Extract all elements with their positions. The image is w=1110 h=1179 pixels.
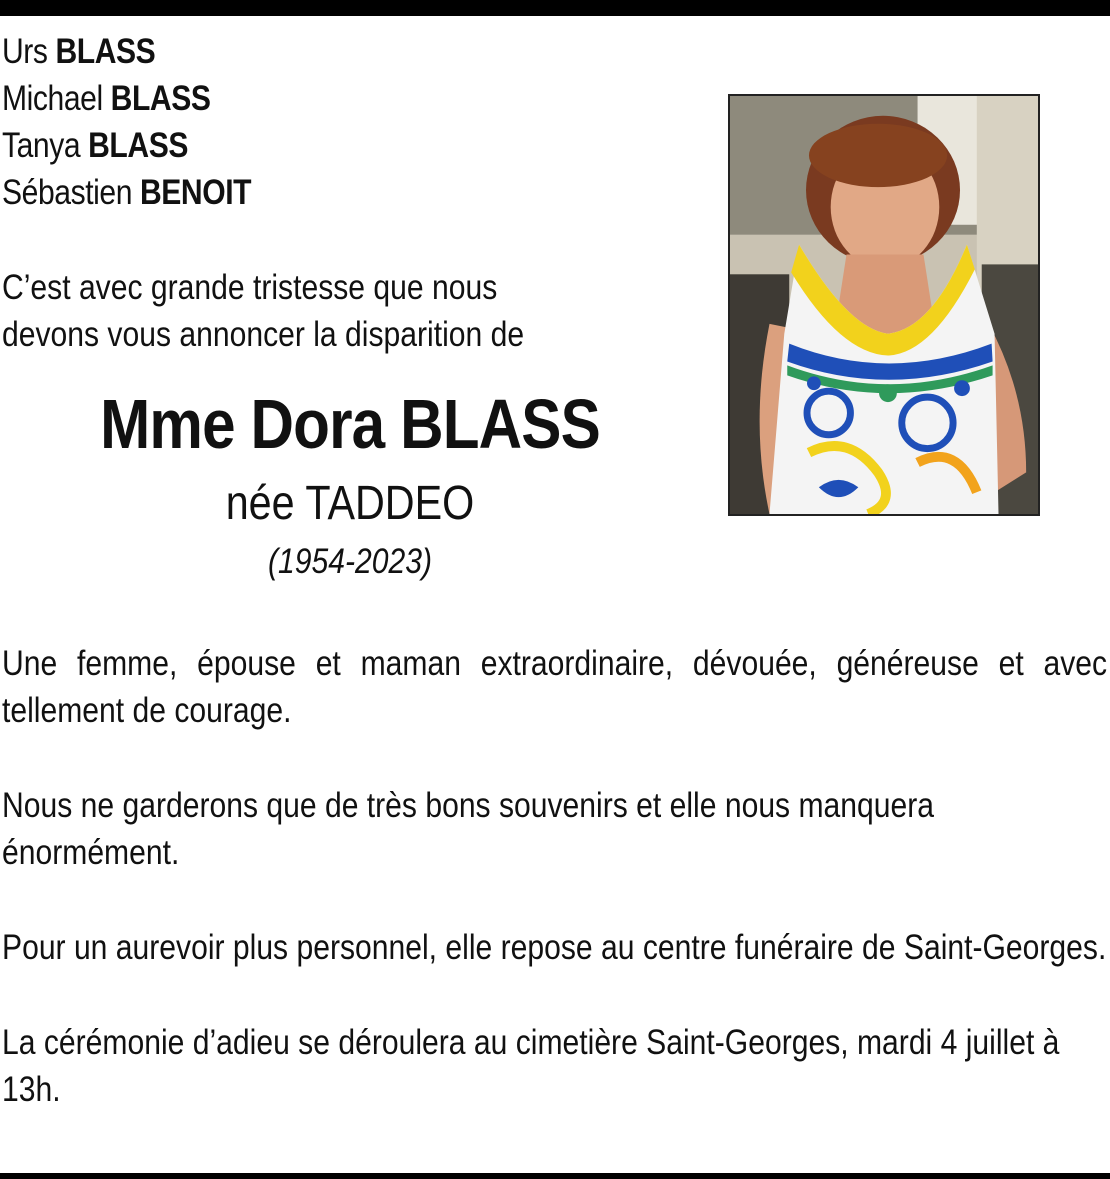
obituary-body: [2, 640, 1107, 1161]
life-years: (1954-2023): [267, 542, 432, 581]
portrait-image: [730, 96, 1038, 514]
last-name: BLASS: [55, 32, 156, 71]
deceased-block: [0, 382, 700, 584]
announcement-intro: [2, 264, 524, 358]
paragraph: Une femme, épouse et maman extraordinaire, dévouée, généreuse et avec tellement de courage.: [2, 644, 1108, 730]
family-list: [2, 28, 251, 216]
intro-line: devons vous annoncer la disparition de: [2, 315, 525, 354]
paragraph: Pour un aurevoir plus personnel, elle repose au centre funéraire de Saint-Georges.: [2, 928, 1107, 967]
bottom-rule: [0, 1173, 1110, 1179]
first-name: Urs: [2, 32, 48, 71]
first-name: Tanya: [2, 126, 81, 165]
family-member: [2, 28, 251, 75]
top-rule: [0, 0, 1110, 16]
first-name: Sébastien: [2, 173, 133, 212]
paragraph: Nous ne garderons que de très bons souvenirs et elle nous manquera énormément.: [2, 786, 935, 872]
last-name: BLASS: [110, 79, 211, 118]
last-name: BLASS: [88, 126, 188, 165]
family-member: [2, 169, 251, 216]
family-member: [2, 122, 251, 169]
last-name: BENOIT: [139, 173, 252, 212]
family-member: [2, 75, 251, 122]
deceased-name: Mme Dora BLASS: [100, 385, 600, 463]
maiden-name: née TADDEO: [225, 477, 475, 530]
first-name: Michael: [2, 79, 103, 118]
portrait-photo: [728, 94, 1040, 516]
intro-line: C’est avec grande tristesse que nous: [2, 268, 498, 307]
paragraph: La cérémonie d’adieu se déroulera au cimetière Saint-Georges, mardi 4 juillet à 13h.: [2, 1023, 1060, 1109]
